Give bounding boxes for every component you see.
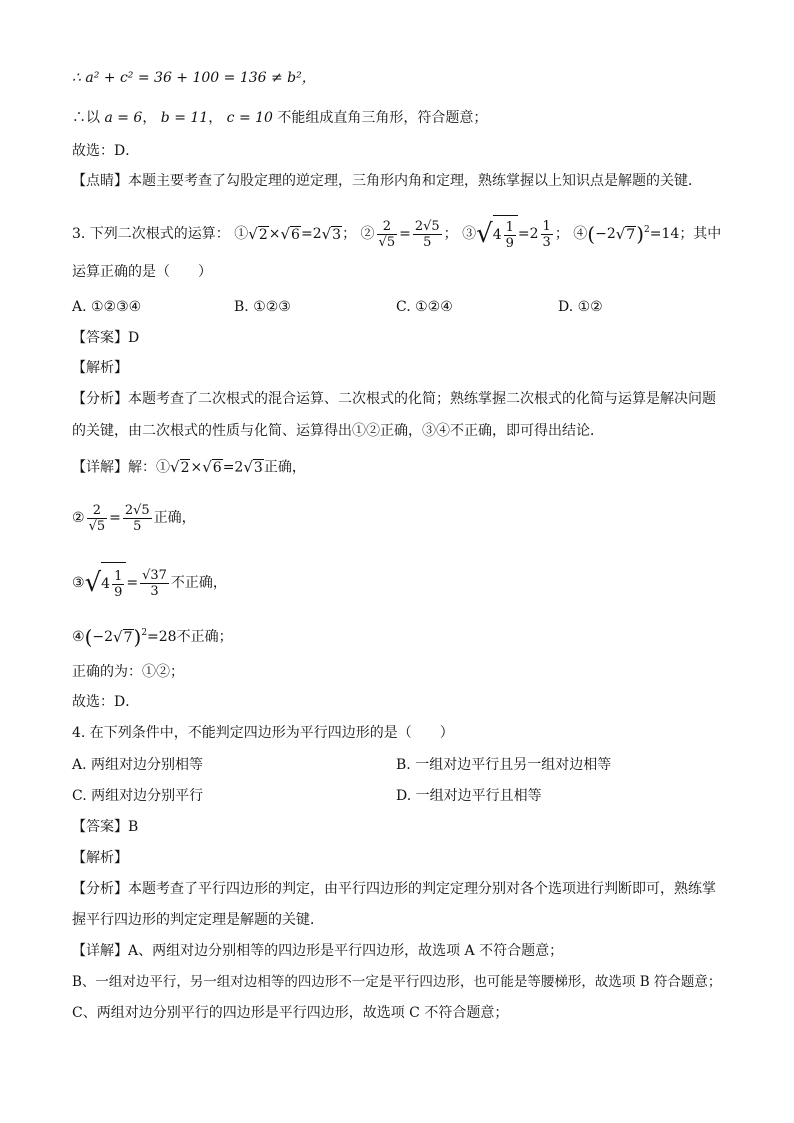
correct-label-2: 正确， — [153, 510, 196, 526]
q3-detail-prefix: 【详解】解：① — [72, 459, 170, 476]
q3-answer: 【答案】D — [72, 330, 140, 346]
choose-d-line-1: 故选：D． — [72, 143, 140, 159]
q3-suffix: ；其中 — [679, 226, 722, 242]
q4-option-c: C. 两组对边分别平行 — [72, 788, 204, 804]
conclusion-line: ∴以 a = 6， b = 11， c = 10 不能组成直角三角形，符合题意； — [72, 110, 488, 126]
q3-expr-1: ①√2×√6=2√3； — [234, 224, 357, 243]
q4-jiexi: 【解析】 — [72, 850, 128, 866]
value-a: a = 6 — [104, 110, 143, 126]
q3-jiexi: 【解析】 — [72, 360, 128, 376]
question-3-line2: 运算正确的是（ ） — [72, 264, 212, 280]
q4-analysis-1: 【分析】本题考查了平行四边形的判定，由平行四边形的判定定理分别对各个选项进行判断即可，熟练掌 — [72, 881, 716, 897]
q4-detail-b: B、一组对边平行，另一组对边相等的四边形不一定是平行四边形，也可能是等腰梯形，故选项 B 符合题意； — [72, 974, 722, 990]
equation-sum-squares: ∴ a² + c² = 36 + 100 = 136 ≠ b²， — [72, 70, 316, 86]
incorrect-label-3: 不正确， — [170, 575, 227, 591]
q4-analysis-2: 握平行四边形的判定定理是解题的关键． — [72, 912, 324, 928]
q3-choose: 故选：D． — [72, 694, 140, 710]
q3-correct: 正确的为：①②； — [72, 664, 184, 680]
q4-option-b: B. 一组对边平行且另一组对边相等 — [396, 757, 612, 773]
q3-option-a: A. ①②③④ — [72, 299, 142, 315]
q3-expr-3: ③√4 $\frac{1}{9}$ =2 $\frac{1}{3}$ ； — [462, 226, 569, 242]
value-b: b = 11 — [160, 110, 209, 126]
q3-option-c: C. ①②④ — [396, 299, 453, 315]
q3-option-b: B. ①②③ — [234, 299, 291, 315]
q4-option-a: A. 两组对边分别相等 — [72, 757, 204, 773]
q3-expr-2: ② $\frac{2}{√5}$ = $\frac{2√5}{5}$ ； — [360, 218, 458, 250]
q3-analysis-1: 【分析】本题考查了二次根式的混合运算、二次根式的化简；熟练掌握二次根式的化简与运算是解决问题 — [72, 391, 716, 407]
q3-expr-4: $④(-2√7)^2=14$ — [573, 222, 680, 246]
value-c: c = 10 — [226, 110, 273, 126]
q3-analysis-2: 的关键，由二次根式的性质与化简、运算得出①②正确，③④不正确，即可得出结论． — [72, 423, 604, 439]
q3-option-d: D. ①② — [558, 299, 603, 315]
q4-answer: 【答案】B — [72, 819, 139, 835]
q4-option-d: D. 一组对边平行且相等 — [396, 788, 542, 804]
question-3-stem — [72, 212, 722, 251]
q3-detail-4: $④(-2√7)^2=28$不正确； — [72, 625, 233, 649]
q3-prefix: 3. 下列二次根式的运算： — [72, 226, 230, 242]
incorrect-label-4: 不正确； — [176, 629, 233, 645]
q3-detail-2: ② $\frac{2}{√5}$ = $\frac{2√5}{5}$ 正确， — [72, 502, 196, 534]
q3-detail-3: ③√4 $\frac{1}{9}$ = $\frac{√37}{3}$ 不正确， — [72, 562, 227, 602]
question-4-stem: 4. 在下列条件中，不能判定四边形为平行四边形的是（ ） — [72, 725, 454, 741]
conclusion-prefix: ∴以 — [72, 110, 100, 126]
q4-detail-c: C、两组对边分别平行的四边形是平行四边形，故选项 C 不符合题意； — [72, 1005, 509, 1021]
q4-detail-a: 【详解】A、两组对边分别相等的四边形是平行四边形，故选项 A 不符合题意； — [72, 943, 564, 959]
q3-detail-1: 【详解】解：①√2×√6=2√3正确， — [72, 458, 306, 476]
conclusion-text: 不能组成直角三角形，符合题意； — [277, 110, 488, 126]
correct-label-1: 正确， — [263, 459, 306, 476]
comment-line: 【点睛】本题主要考查了勾股定理的逆定理，三角形内角和定理，熟练掌握以上知识点是解题的关键． — [72, 173, 702, 189]
